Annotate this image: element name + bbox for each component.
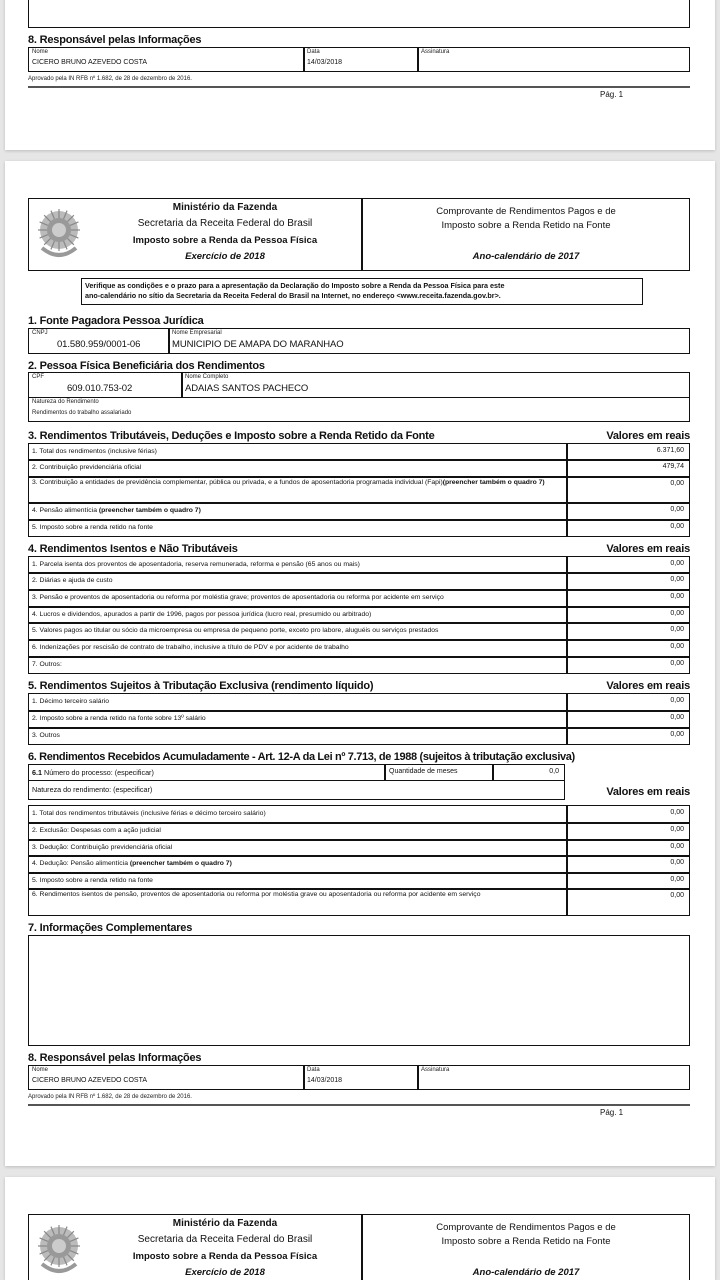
row-label-cell — [28, 855, 568, 874]
natureza-value: Rendimentos do trabalho assalariado — [32, 409, 132, 416]
vertical-divider — [168, 329, 170, 353]
responsavel-nome: CICERO BRUNO AZEVEDO COSTA — [32, 59, 147, 66]
row-label-cell — [28, 822, 568, 841]
row-label-emphasis: (preencher também o quadro 7) — [129, 860, 232, 867]
footer-rule — [28, 86, 690, 88]
notice-line2: ano-calendário no sítio da Secretaria da Receita Federal do Brasil na Internet, no endereço <www.receita.fazenda.gov.br>. — [85, 291, 501, 300]
document-page-3 — [5, 1177, 715, 1280]
table-row — [28, 606, 690, 624]
natureza-box — [28, 397, 690, 422]
table-row — [28, 855, 690, 874]
nome-completo-value: ADAIAS SANTOS PACHECO — [185, 383, 309, 394]
notice-line1: Verifique as condições e o prazo para a apresentação da Declaração do Imposto sobre a Renda da Pessoa Física para este — [85, 281, 505, 290]
table-row — [28, 443, 690, 461]
row-label: 3. Dedução: Contribuição previdenciária oficial — [32, 844, 173, 851]
informacoes-complementares-box — [28, 935, 690, 1046]
row-label: 1. Total dos rendimentos (inclusive férias) — [32, 448, 157, 455]
row-value: 0,00 — [566, 888, 690, 916]
processo-label: Número do processo: (especificar) — [42, 768, 154, 777]
responsavel-data: 14/03/2018 — [307, 59, 343, 66]
row-label-cell — [28, 502, 568, 521]
row-label-cell — [28, 693, 568, 712]
responsavel-data: 14/03/2018 — [307, 1077, 343, 1084]
row-label-cell — [28, 476, 568, 504]
row-value: 0,00 — [566, 606, 690, 624]
page-number: Pág. 1 — [600, 1108, 624, 1117]
informacoes-complementares-box — [28, 0, 690, 28]
table-row — [28, 805, 690, 824]
row-value: 0,00 — [566, 822, 690, 841]
nome-empresarial-label: Nome Empresarial — [172, 330, 222, 336]
row-value: 0,00 — [566, 693, 690, 712]
data-label: Data — [307, 49, 320, 55]
notice-box — [81, 278, 643, 305]
footer-rule — [28, 1104, 690, 1106]
row-label: 1. Total dos rendimentos tributáveis (inclusive férias e décimo terceiro salário) — [32, 810, 266, 817]
assinatura-label: Assinatura — [421, 49, 450, 55]
cnpj-value: 01.580.959/0001-06 — [57, 339, 141, 350]
row-label-cell — [28, 639, 568, 658]
row-label: 4. Lucros e dividendos, apurados a partir de 1996, pagos por pessoa jurídica (lucro real, presumido ou arbitrado) — [32, 611, 372, 618]
table-row — [28, 622, 690, 641]
row-label: 6. Indenizações por rescisão de contrato de trabalho, inclusive a título de PDV e por acidente de trabalho — [32, 644, 349, 651]
section-6-title: 6. Rendimentos Recebidos Acumuladamente - Art. 12-A da Lei nº 7.713, de 1988 (sujeitos à tributação exclusiva) — [28, 751, 575, 763]
table-row — [28, 656, 690, 674]
row-label: 3. Outros — [32, 732, 60, 739]
beneficiario-box — [28, 372, 690, 398]
section-4-title: 4. Rendimentos Isentos e Não Tributáveis — [28, 543, 238, 555]
table-row — [28, 872, 690, 890]
vertical-divider — [181, 373, 183, 397]
row-value: 0,00 — [566, 519, 690, 537]
row-label-cell — [28, 622, 568, 641]
section-3-title: 3. Rendimentos Tributáveis, Deduções e Imposto sobre a Renda Retido da Fonte — [28, 430, 435, 442]
row-label-cell — [28, 710, 568, 729]
tax-name: Imposto sobre a Renda da Pessoa Física — [132, 1251, 318, 1262]
row-label-cell — [28, 888, 568, 916]
natureza-label: Natureza do Rendimento — [32, 398, 99, 405]
row-label: 1. Décimo terceiro salário — [32, 698, 110, 705]
table-row — [28, 727, 690, 745]
row-label: 2. Contribuição previdenciária oficial — [32, 464, 142, 471]
ministry-name: Ministério da Fazenda — [172, 1218, 278, 1229]
document-title-line2: Imposto sobre a Renda Retido na Fonte — [441, 220, 611, 231]
brasil-coat-of-arms-emblem — [36, 202, 82, 264]
section-8-title: 8. Responsável pelas Informações — [28, 1052, 202, 1064]
section-2-title: 2. Pessoa Física Beneficiária dos Rendimentos — [28, 360, 265, 372]
section-8-title: 8. Responsável pelas Informações — [28, 34, 202, 46]
row-label-cell — [28, 556, 568, 574]
row-value: 6.371,60 — [566, 443, 690, 461]
table-row — [28, 519, 690, 537]
ano-calendario: Ano-calendário de 2017 — [472, 251, 580, 262]
nome-completo-label: Nome Completo — [185, 374, 229, 380]
vertical-divider — [492, 764, 494, 781]
row-label-emphasis: (preencher também o quadro 7) — [98, 507, 201, 514]
section-5-title: 5. Rendimentos Sujeitos à Tributação Exclusiva (rendimento líquido) — [28, 680, 374, 692]
row-value: 0,00 — [566, 476, 690, 504]
vertical-divider — [384, 764, 386, 781]
row-label: 1. Parcela isenta dos proventos de aposentadoria, reserva remunerada, reforma e pensão (65 anos ou mais) — [32, 561, 360, 568]
ano-calendario: Ano-calendário de 2017 — [472, 1267, 580, 1278]
page-number: Pág. 1 — [600, 90, 624, 99]
table-row — [28, 589, 690, 608]
table-row — [28, 822, 690, 841]
row-label-cell — [28, 589, 568, 608]
brasil-coat-of-arms-emblem — [36, 1218, 82, 1280]
responsavel-box — [28, 1065, 690, 1090]
row-label: 3. Contribuição a entidades de previdência complementar, pública ou privada, e a fundos de aposentadoria programada individual (Fapi) — [32, 479, 443, 486]
exercicio: Exercício de 2018 — [185, 251, 265, 262]
row-value: 0,00 — [566, 556, 690, 574]
section-1-title: 1. Fonte Pagadora Pessoa Jurídica — [28, 315, 204, 327]
table-row — [28, 639, 690, 658]
row-label-cell — [28, 606, 568, 624]
row-value: 0,00 — [566, 727, 690, 745]
ministry-name: Ministério da Fazenda — [172, 202, 278, 213]
row-label: 5. Imposto sobre a renda retido na fonte — [32, 877, 153, 884]
fonte-pagadora-box — [28, 328, 690, 354]
values-header: Valores em reais — [606, 786, 690, 798]
document-title-line2: Imposto sobre a Renda Retido na Fonte — [441, 1236, 611, 1247]
row-label: 2. Diárias e ajuda de custo — [32, 577, 113, 584]
row-label: 3. Pensão e proventos de aposentadoria ou reforma por moléstia grave; proventos de aposentadoria ou reforma por acidente em serviço — [32, 594, 444, 601]
secretaria-name: Secretaria da Receita Federal do Brasil — [137, 1234, 313, 1245]
row-label-cell — [28, 572, 568, 591]
row-value: 0,00 — [566, 839, 690, 857]
row-value: 0,00 — [566, 639, 690, 658]
processo-row — [28, 764, 565, 781]
values-header: Valores em reais — [606, 680, 690, 692]
processo-number: 6.1 — [32, 768, 42, 777]
table-row — [28, 476, 690, 504]
row-value: 0,00 — [566, 572, 690, 591]
row-value: 479,74 — [566, 459, 690, 478]
row-label: 5. Imposto sobre a renda retido na fonte — [32, 524, 153, 531]
row-label-cell — [28, 805, 568, 824]
document-title-line1: Comprovante de Rendimentos Pagos e de — [436, 1222, 616, 1233]
row-label: 2. Imposto sobre a renda retido na fonte sobre 13º salário — [32, 715, 206, 722]
row-label-cell — [28, 519, 568, 537]
vertical-divider — [303, 48, 305, 71]
row-label-cell — [28, 443, 568, 461]
values-header: Valores em reais — [606, 430, 690, 442]
vertical-divider — [417, 1066, 419, 1089]
row-label: 2. Exclusão: Despesas com a ação judicial — [32, 827, 161, 834]
row-value: 0,00 — [566, 872, 690, 890]
row-label-cell — [28, 727, 568, 745]
vertical-divider — [303, 1066, 305, 1089]
row-value: 0,00 — [566, 710, 690, 729]
table-row — [28, 502, 690, 521]
row-label: 6. Rendimentos isentos de pensão, proventos de aposentadoria ou reforma por moléstia grave ou aposentadoria ou reforma por acidente em serviço — [32, 891, 481, 898]
document-page-1 — [5, 0, 715, 150]
row-label: 7. Outros: — [32, 661, 62, 668]
row-value: 0,00 — [566, 656, 690, 674]
table-row — [28, 459, 690, 478]
tax-name: Imposto sobre a Renda da Pessoa Física — [132, 235, 318, 246]
row-label-cell — [28, 656, 568, 674]
row-value: 0,00 — [566, 502, 690, 521]
row-label-cell — [28, 872, 568, 890]
assinatura-label: Assinatura — [421, 1067, 450, 1073]
section-7-title: 7. Informações Complementares — [28, 922, 193, 934]
table-row — [28, 556, 690, 574]
exercicio: Exercício de 2018 — [185, 1267, 265, 1278]
table-row — [28, 572, 690, 591]
secretaria-name: Secretaria da Receita Federal do Brasil — [137, 218, 313, 229]
cpf-value: 609.010.753-02 — [67, 383, 133, 394]
table-row — [28, 693, 690, 712]
natureza-rendimento-row: Natureza do rendimento: (especificar) — [28, 780, 565, 800]
approval-note: Aprovado pela IN RFB nº 1.682, de 28 de dezembro de 2016. — [28, 76, 192, 82]
document-page-2 — [5, 161, 715, 1166]
row-value: 0,00 — [566, 589, 690, 608]
row-value: 0,00 — [566, 855, 690, 874]
table-row — [28, 839, 690, 857]
values-header: Valores em reais — [606, 543, 690, 555]
row-label-cell — [28, 459, 568, 478]
row-label-emphasis: (preencher também o quadro 7) — [442, 479, 545, 486]
row-label: 4. Dedução: Pensão alimentícia — [32, 860, 130, 867]
vertical-divider — [417, 48, 419, 71]
row-label-cell — [28, 839, 568, 857]
approval-note: Aprovado pela IN RFB nº 1.682, de 28 de dezembro de 2016. — [28, 1094, 192, 1100]
responsavel-nome: CICERO BRUNO AZEVEDO COSTA — [32, 1077, 147, 1084]
row-value: 0,00 — [566, 805, 690, 824]
row-label: 5. Valores pagos ao titular ou sócio da microempresa ou empresa de pequeno porte, exceto pro labore, aluguéis ou serviços prestados — [32, 627, 439, 634]
responsavel-box — [28, 47, 690, 72]
nome-empresarial-value: MUNICIPIO DE AMAPA DO MARANHAO — [172, 339, 344, 350]
meses-label: Quantidade de meses — [389, 768, 458, 775]
nome-label: Nome — [32, 49, 49, 55]
row-label: 4. Pensão alimentícia — [32, 507, 99, 514]
cnpj-label: CNPJ — [32, 330, 48, 336]
document-title-line1: Comprovante de Rendimentos Pagos e de — [436, 206, 616, 217]
cpf-label: CPF — [32, 374, 44, 380]
meses-value: 0,0 — [549, 768, 559, 775]
data-label: Data — [307, 1067, 320, 1073]
table-row — [28, 888, 690, 916]
table-row — [28, 710, 690, 729]
row-value: 0,00 — [566, 622, 690, 641]
nome-label: Nome — [32, 1067, 49, 1073]
